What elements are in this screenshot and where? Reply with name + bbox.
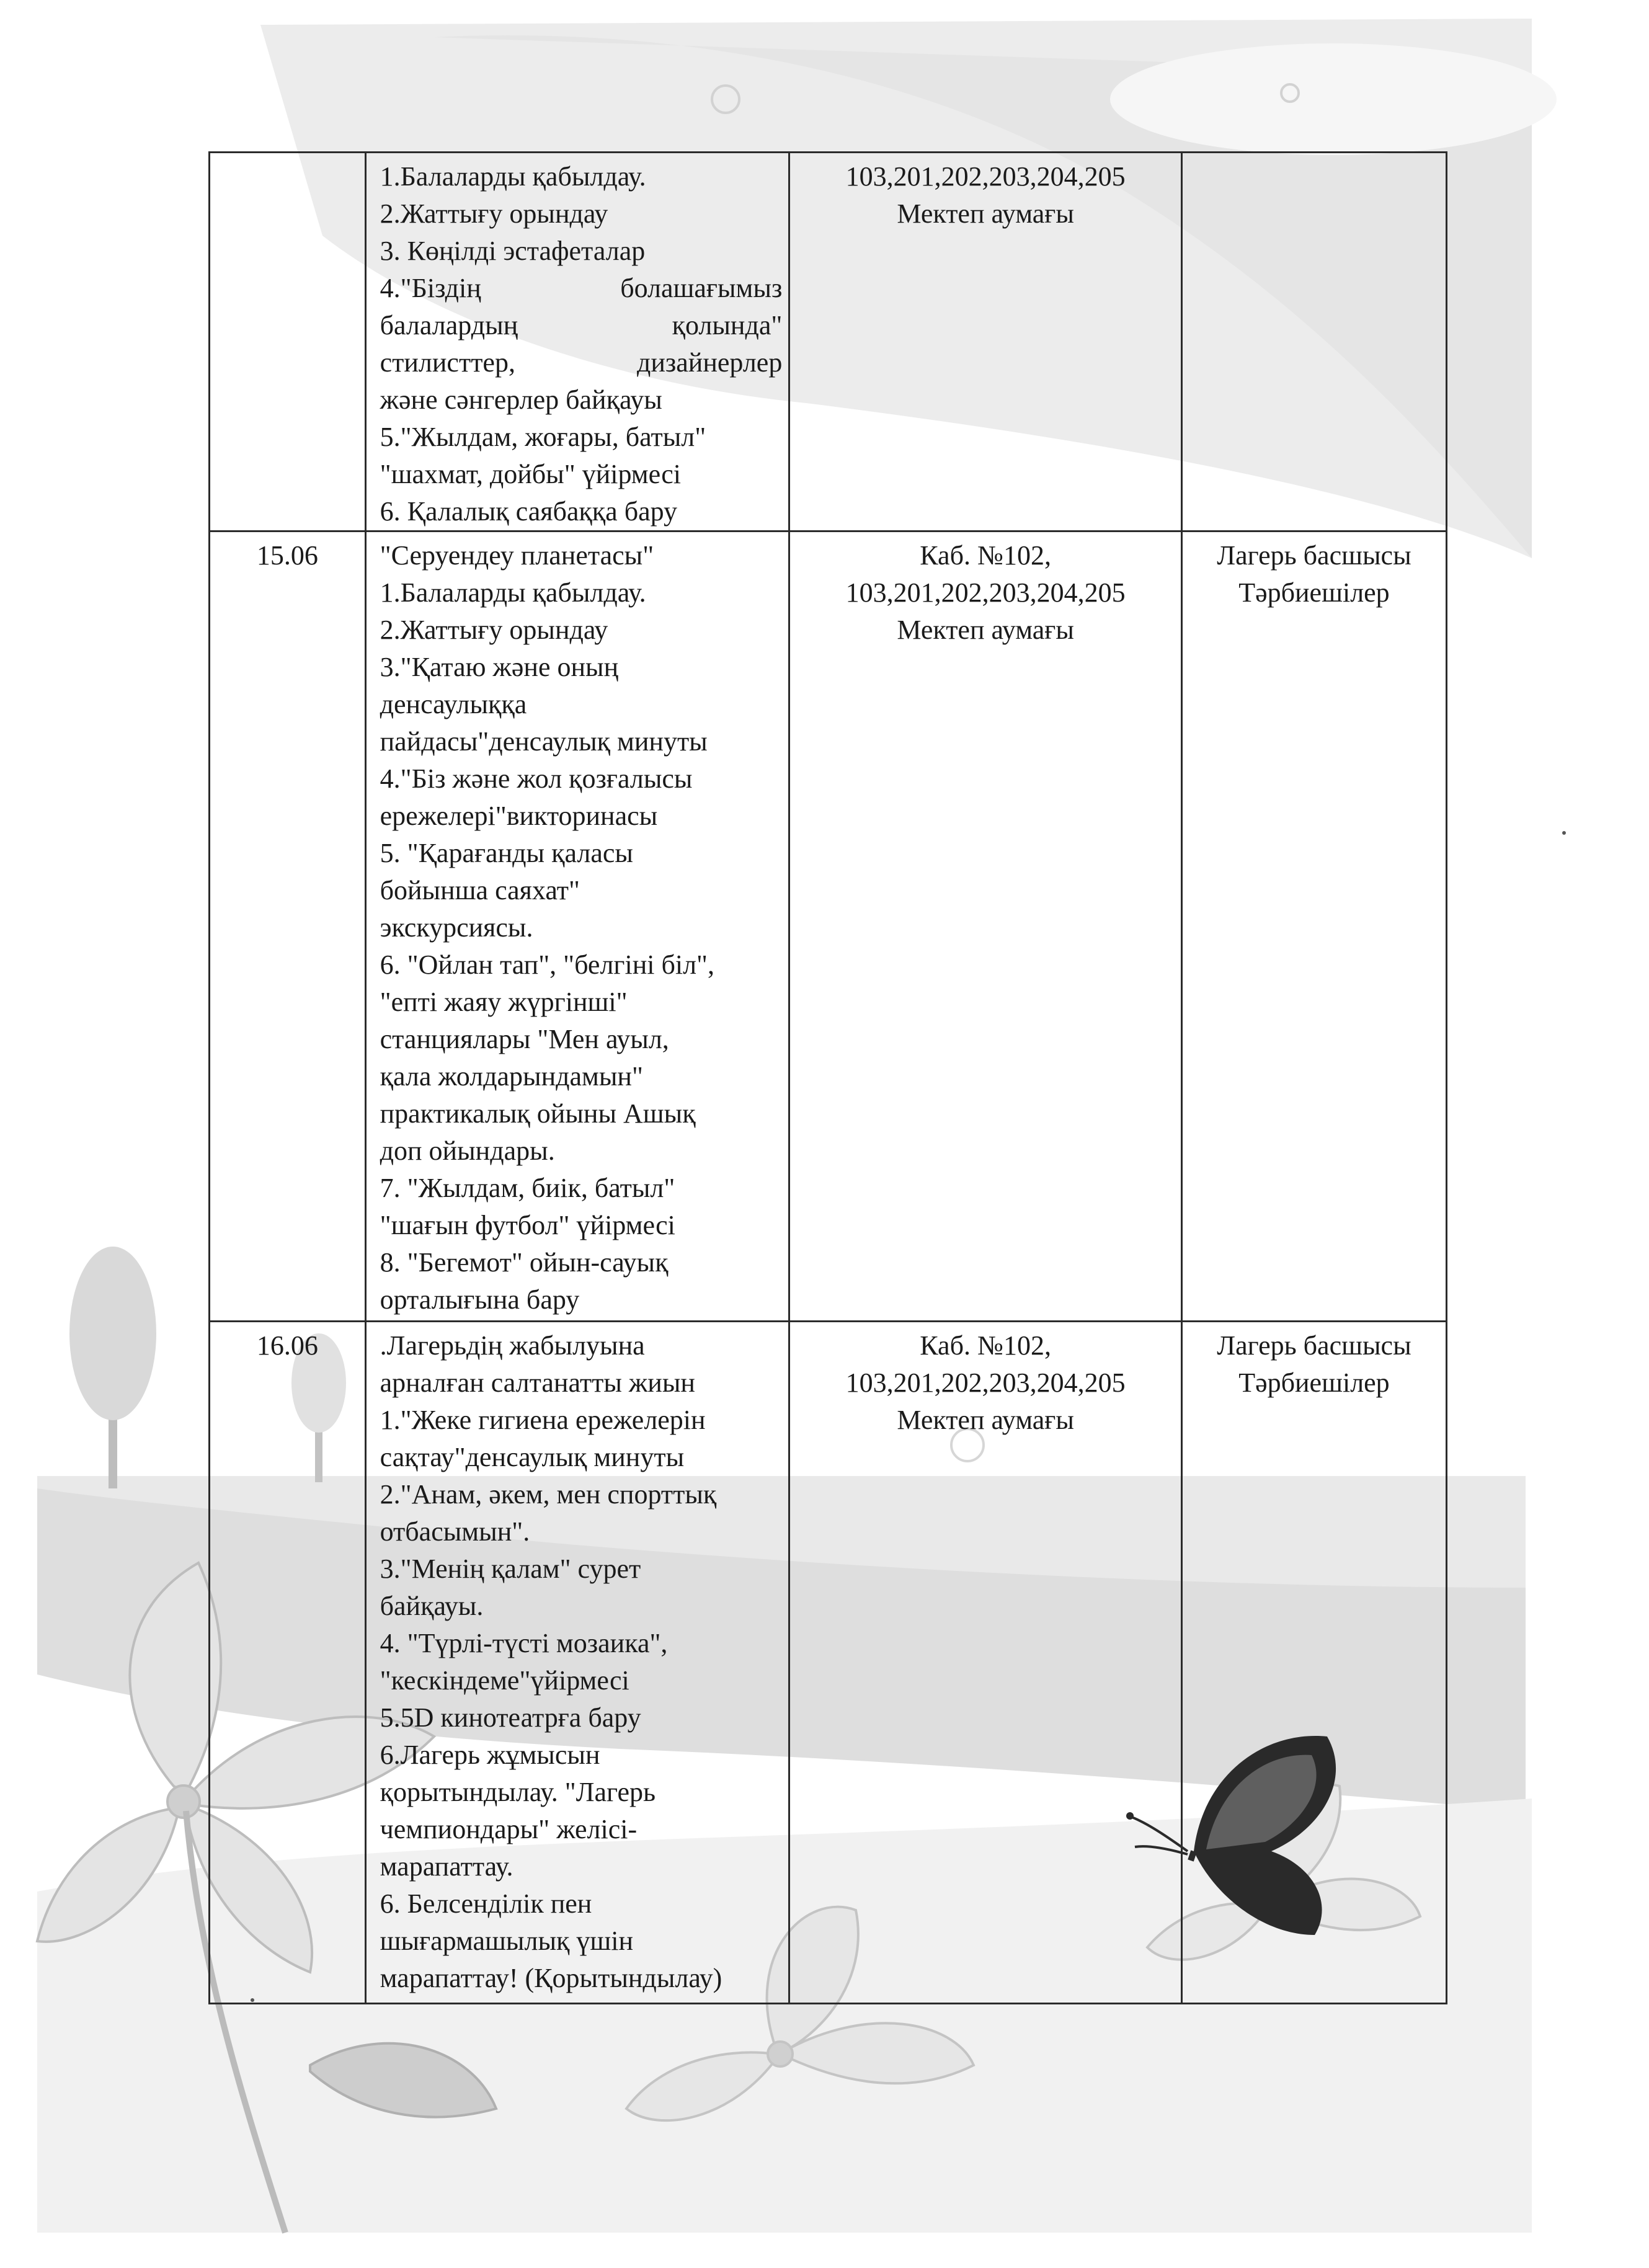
event-line: "шағын футбол" үйірмесі	[380, 1210, 675, 1240]
event-line: "шахмат, дойбы" үйірмесі	[380, 459, 682, 489]
place-line: Каб. №102,	[920, 1330, 1051, 1361]
event-line: денсаулыққа	[380, 689, 527, 719]
event-line: балалардың қолында"	[380, 310, 783, 340]
event-line: бойынша саяхат"	[380, 875, 580, 905]
table-row	[210, 1322, 1447, 2004]
event-line: 4. "Түрлі-түсті мозаика",	[380, 1628, 668, 1658]
responsible-line: Лагерь басшысы	[1217, 540, 1411, 571]
event-line: 5."Жылдам, жоғары, батыл"	[380, 422, 706, 452]
event-line: арналған салтанатты жиын	[380, 1367, 695, 1398]
event-line: 6. "Ойлан тап", "белгіні біл",	[380, 949, 714, 980]
event-line: 2."Анам, әкем, мен спорттық	[380, 1479, 717, 1510]
event-line: 5. "Қарағанды қаласы	[380, 838, 633, 868]
event-line: 3."Менің қалам" сурет	[380, 1554, 641, 1584]
event-line: 2.Жаттығу орындау	[380, 198, 608, 229]
event-line: байқауы.	[380, 1591, 484, 1621]
tree-left	[69, 1247, 156, 1488]
scan-speck	[1562, 831, 1566, 835]
place-line: 103,201,202,203,204,205	[845, 577, 1126, 608]
table-row	[210, 531, 1447, 1322]
place-line: Мектеп аумағы	[897, 615, 1074, 645]
event-line: доп ойындары.	[380, 1136, 555, 1166]
event-line: 6. Белсенділік пен	[380, 1888, 592, 1919]
event-line: 1.Балаларды қабылдау.	[380, 577, 646, 608]
event-line: марапаттау.	[380, 1851, 513, 1882]
event-line: 6.Лагерь жұмысын	[380, 1740, 600, 1770]
place-cell	[789, 153, 1182, 531]
event-line: 3."Қатаю және оның	[380, 652, 619, 682]
date-cell	[210, 153, 366, 531]
background-glow	[1110, 43, 1557, 155]
event-line: ережелері"викторинасы	[380, 801, 658, 831]
date-cell: 16.06	[210, 1322, 366, 2004]
event-line: чемпиондары" желісі-	[380, 1814, 638, 1844]
event-line: 1."Жеке гигиена ережелерін	[380, 1405, 706, 1435]
event-line: 7. "Жылдам, биік, батыл"	[380, 1173, 675, 1203]
event-line: "кескіндеме"үйірмесі	[380, 1665, 629, 1696]
table-row	[210, 153, 1447, 531]
event-line: практикалық ойыны Ашық	[380, 1098, 696, 1129]
responsible-cell	[1181, 531, 1446, 1322]
responsible-line: Тәрбиешілер	[1238, 577, 1390, 608]
place-line: Мектеп аумағы	[897, 198, 1074, 229]
event-line: қорытындылау. "Лагерь	[380, 1777, 656, 1807]
events-cell	[365, 531, 789, 1322]
place-cell	[789, 531, 1182, 1322]
responsible-cell	[1181, 1322, 1446, 2004]
event-line: 4."Біздің болашағымыз	[380, 273, 783, 303]
place-cell	[789, 1322, 1182, 2004]
place-line: 103,201,202,203,204,205	[845, 161, 1126, 192]
event-line: шығармашылық үшін	[380, 1926, 634, 1956]
event-line: "Серуендеу планетасы"	[380, 540, 654, 571]
event-line: және сәнгерлер байқауы	[380, 385, 662, 415]
event-line: 5.5D кинотеатрға бару	[380, 1702, 641, 1733]
event-line: 4."Біз және жол қозғалысы	[380, 763, 693, 794]
place-line: Мектеп аумағы	[897, 1405, 1074, 1435]
event-line: қала жолдарындамын"	[380, 1061, 643, 1092]
event-line: 3. Көңілді эстафеталар	[380, 236, 646, 266]
event-line: орталығына бару	[380, 1284, 580, 1315]
event-line: станциялары "Мен ауыл,	[380, 1024, 669, 1054]
event-line: "епті жаяу жүргінші"	[380, 987, 628, 1017]
event-line: 8. "Бегемот" ойын-сауық	[380, 1247, 669, 1278]
event-line: 2.Жаттығу орындау	[380, 615, 608, 645]
scan-speck	[251, 1998, 254, 2002]
place-line: 103,201,202,203,204,205	[845, 1367, 1126, 1398]
place-line: Каб. №102,	[920, 540, 1051, 571]
event-line: стилисттер, дизайнерлер	[380, 347, 783, 378]
events-cell	[365, 153, 789, 531]
event-line: марапаттау! (Қорытындылау)	[380, 1963, 722, 1993]
schedule-table-wrapper	[208, 151, 1447, 2004]
event-line: 6. Қалалық саябаққа бару	[380, 496, 678, 527]
event-line: отбасымын".	[380, 1516, 530, 1547]
events-cell	[365, 1322, 789, 2004]
date-cell: 15.06	[210, 531, 366, 1322]
responsible-line: Тәрбиешілер	[1238, 1367, 1390, 1398]
responsible-cell	[1181, 153, 1446, 531]
camp-schedule-table	[208, 151, 1447, 2004]
event-line: сақтау"денсаулық минуты	[380, 1442, 685, 1472]
event-line: .Лагерьдің жабылуына	[380, 1330, 645, 1361]
event-line: пайдасы"денсаулық минуты	[380, 726, 708, 757]
event-line: экскурсиясы.	[380, 912, 533, 943]
event-line: 1.Балаларды қабылдау.	[380, 161, 646, 192]
responsible-line: Лагерь басшысы	[1217, 1330, 1411, 1361]
